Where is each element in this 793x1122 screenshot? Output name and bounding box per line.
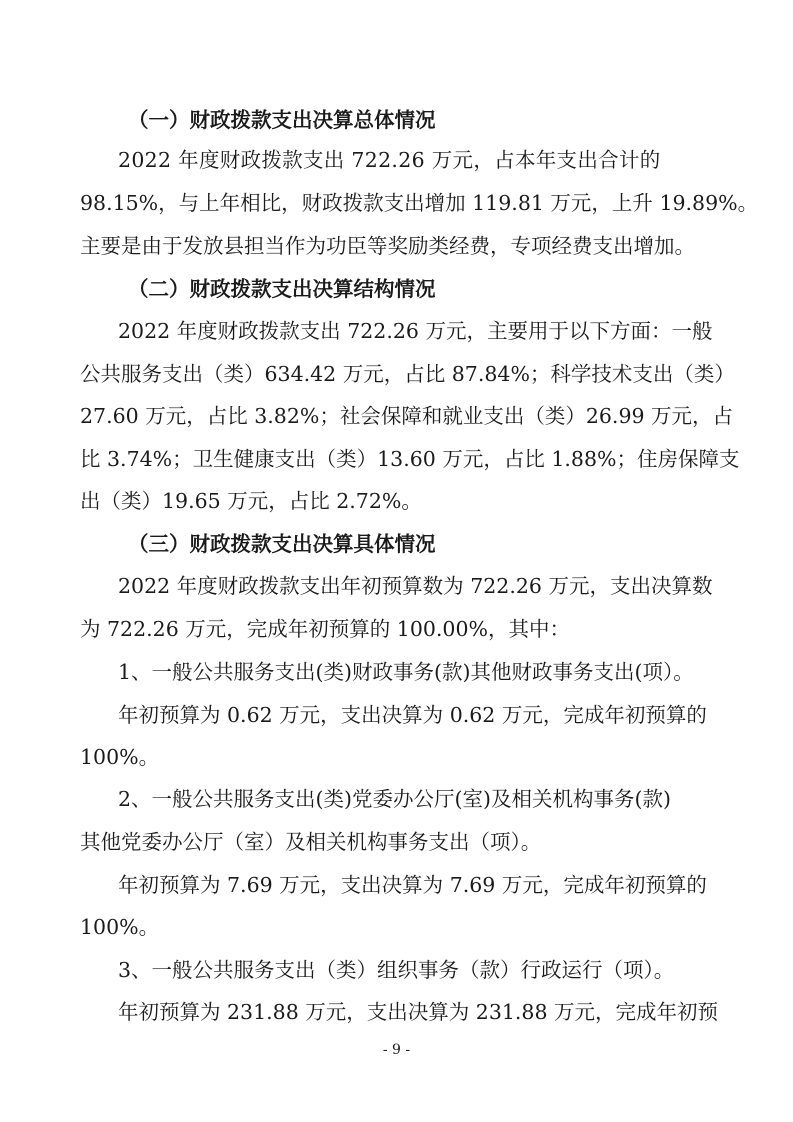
section3-item2-title: 2、一般公共服务支出(类)党委办公厅(室)及相关机构事务(款) xyxy=(118,787,672,811)
section3-item1-body-cont: 100%。 xyxy=(80,745,160,769)
section3-item3-title: 3、一般公共服务支出（类）组织事务（款）行政运行（项）。 xyxy=(118,958,675,982)
section3-line-1: 2022 年度财政拨款支出年初预算数为 722.26 万元，支出决算数 xyxy=(118,574,713,598)
section3-item3-body: 年初预算为 231.88 万元，支出决算为 231.88 万元，完成年初预 xyxy=(118,1000,719,1024)
section1-heading: （一）财政拨款支出决算总体情况 xyxy=(128,108,436,132)
section3-heading: （三）财政拨款支出决算具体情况 xyxy=(128,532,436,556)
section3-line-2: 为 722.26 万元，完成年初预算的 100.00%，其中： xyxy=(80,617,570,641)
section3-item2-title-cont: 其他党委办公厅（室）及相关机构事务支出（项）。 xyxy=(80,830,542,854)
section3-item1-body: 年初预算为 0.62 万元，支出决算为 0.62 万元，完成年初预算的 xyxy=(118,703,707,727)
section1-line-1: 2022 年度财政拨款支出 722.26 万元，占本年支出合计的 xyxy=(118,148,661,172)
section3-item2-body-cont: 100%。 xyxy=(80,915,160,939)
section2-line-3: 27.60 万元，占比 3.82%；社会保障和就业支出（类）26.99 万元，占 xyxy=(80,404,734,428)
section3-item1-title: 1、一般公共服务支出(类)财政事务(款)其他财政事务支出(项）。 xyxy=(118,660,694,684)
section2-heading: （二）财政拨款支出决算结构情况 xyxy=(128,277,436,301)
section2-line-1: 2022 年度财政拨款支出 722.26 万元，主要用于以下方面：一般 xyxy=(118,319,713,343)
section2-line-4: 比 3.74%；卫生健康支出（类）13.60 万元，占比 1.88%；住房保障支 xyxy=(80,447,740,471)
section1-line-2: 98.15%，与上年相比，财政拨款支出增加 119.81 万元，上升 19.89%。 xyxy=(80,191,759,215)
section3-item2-body: 年初预算为 7.69 万元，支出决算为 7.69 万元，完成年初预算的 xyxy=(118,873,707,897)
section2-line-5: 出（类）19.65 万元，占比 2.72%。 xyxy=(80,489,422,513)
section2-line-2: 公共服务支出（类）634.42 万元，占比 87.84%；科学技术支出（类） xyxy=(80,362,735,386)
section1-line-3: 主要是由于发放县担当作为功臣等奖励类经费，专项经费支出增加。 xyxy=(80,234,695,258)
page-number: - 9 - xyxy=(382,1042,411,1058)
